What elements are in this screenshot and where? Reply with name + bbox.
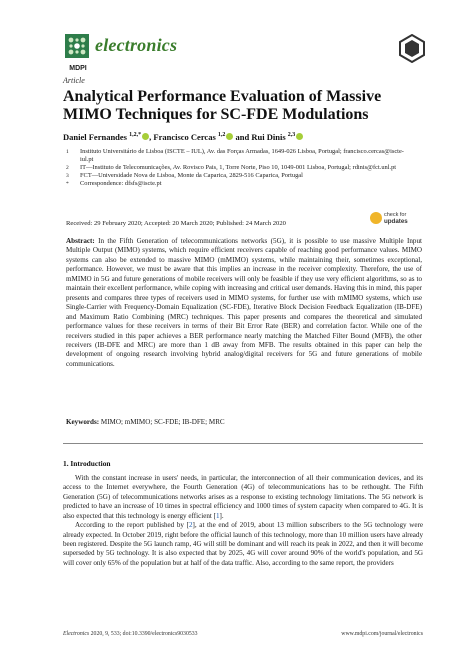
citation-link[interactable]: 1: [216, 511, 220, 520]
paragraph: [63, 521, 423, 568]
affiliation-number: *: [66, 181, 69, 188]
affiliation-number: 1: [66, 149, 69, 155]
paragraph-text: According to the report published by [: [75, 521, 189, 530]
check-for-updates-button[interactable]: [370, 210, 422, 232]
affiliation-item: [66, 172, 416, 180]
keywords-label: Keywords:: [66, 418, 100, 426]
keywords-text: MIMO; mMIMO; SC-FDE; IB-DFE; MRC: [100, 418, 225, 426]
abstract-text: In the Fifth Generation of telecommunications networks (5G), it is possible to use massive Multiple Input Multiple Output (MIMO) systems, which require efficient receivers capable of reaching good performance values. MIMO systems can also be extended to massive MIMO (mMIMO) systems, while maintaining their, sometimes exceptional, performance. However, we must be aware that this implies an increase in the receiver complexity. Therefore, the use of mMIMO in 5G and future generations of mobile receivers will only be feasible if they use very efficient algorithms, so as to maintain their excellent performance, while coping with increasing and critical user demands. Having this in mind, this paper presents and compares three types of receivers used in MIMO systems, for further use with mMIMO systems, which use Single-Carrier with Frequency-Domain Equalization (SC-FDE), Iterative Block Decision Feedback Equalization (IB-DFE) and Maximum Ratio Combining (MRC) techniques. This paper presents and compares the theoretical and simulated performance values for these receivers in terms of their Bit Error Rate (BER) and correlation factor. While one of the receivers studied in this paper achieves a BER performance nearly matching the Matched Filter Bound (MFB), the other receivers (IB-DFE and MRC) are more than 1 dB away from MFB. The results obtained in this paper can help the development of ongoing research involving hybrid analog/digital receivers for 5G and future generations of mobile communications.: [66, 237, 422, 368]
mdpi-logo-icon: [399, 34, 425, 63]
paragraph-text: ].: [219, 511, 224, 520]
section-heading: 1. Introduction: [63, 459, 111, 468]
check-updates-icon: [370, 212, 382, 224]
check-updates-label: [384, 212, 408, 225]
author-conjunction: and: [235, 132, 250, 142]
section-divider: [63, 443, 423, 444]
author-name[interactable]: Francisco Cercas: [153, 132, 216, 142]
affiliation-item: [66, 164, 416, 172]
check-updates-line2: updates: [384, 217, 408, 225]
affiliation-number: 2: [66, 165, 69, 172]
section-body: [63, 474, 423, 568]
paragraph-text: With the constant increase in users' needs, in particular, the interconnection of all their communication devices, and its access to the Internet everywhere, the Fourth Generation (4G) of telecommunications has to be rethought. The Fifth Generation (5G) of telecommunications networks arises as a response to existing technology limitations. The 5G network is predicted to have an increase of 10 times in spectral efficiency and 1000 times of system capacity when compared to 4G. It is also expected that this technology is energy efficient [: [63, 474, 423, 520]
author-affil-sup: 1,2: [217, 132, 226, 139]
author-list: Daniel Fernandes $^{1,2,*}$ , Francisco Cercas $^{1,2}$ and Rui Dinis $^{2,3}$: [63, 132, 423, 142]
citation-link[interactable]: 2: [188, 521, 193, 530]
affiliation-text: Instituto Universitário de Lisboa (ISCTE – IUL), Av. das Forças Armadas, 1649-026 Lisboa, Portugal; francisco.cercas@iscte-iul.pt: [80, 148, 404, 164]
footer-journal-url[interactable]: www.mdpi.com/journal/electronics: [341, 631, 423, 637]
affiliation-list: [66, 148, 416, 188]
orcid-icon[interactable]: [142, 133, 149, 140]
publisher-name: MDPI: [69, 65, 87, 72]
author-name[interactable]: Daniel Fernandes: [63, 132, 127, 142]
author-name[interactable]: Rui Dinis: [251, 132, 286, 142]
journal-logo-icon: [65, 34, 89, 58]
footer-journal: Electronics: [63, 631, 90, 637]
journal-header: [65, 34, 425, 74]
footer-citation: [63, 631, 198, 637]
correspondence-text[interactable]: Correspondence: dfsfs@iscte.pt: [80, 180, 162, 188]
author-affil-sup: 2,3: [287, 132, 296, 139]
paragraph-text: ], at the end of 2019, about 13 million subscribers to the 5G technology were already expected. In October 2019, right before the official launch of this technology, more than 10 million users have already been registered. Despite the 5G launch ramp, 4G will still be dominant and will reach its peak in 2022, and then it will become superseded by 5G technology. It is also expected that by 2025, 4G will cover around 90% of the world's population, and 5G will cover only 65% of the population but at half of the data traffic. Also, according to the same report, the providers: [63, 521, 423, 567]
author-affil-sup: 1,2,*: [129, 132, 142, 139]
affiliation-item: [66, 148, 416, 164]
abstract: [66, 237, 422, 369]
orcid-icon[interactable]: [226, 133, 233, 140]
journal-name: electronics: [95, 35, 178, 55]
orcid-icon[interactable]: [296, 133, 303, 140]
affiliation-number: 3: [66, 173, 69, 180]
paragraph: [63, 474, 423, 521]
abstract-label: Abstract:: [66, 237, 95, 245]
affiliation-text: FCT—Universidade Nova de Lisboa, Monte da Caparica, 2829-516 Caparica, Portugal: [80, 172, 303, 180]
check-updates-line1: check for: [384, 212, 407, 218]
keywords: [66, 418, 422, 426]
footer-citation-text: 2020, 9, 533; doi:10.3390/electronics9030533: [90, 631, 198, 637]
correspondence-item: [66, 180, 416, 188]
paper-title: Analytical Performance Evaluation of Massive MIMO Techniques for SC-FDE Modulations: [63, 88, 382, 123]
article-type: Article: [63, 76, 85, 85]
publication-dates: Received: 29 February 2020; Accepted: 20 March 2020; Published: 24 March 2020: [66, 220, 286, 227]
affiliation-text: IT—Instituto de Telecomunicações, Av. Rovisco Pais, 1, Torre Norte, Piso 10, 1049-001 Lisboa, Portugal; rdinis@fct.unl.pt: [80, 164, 397, 172]
